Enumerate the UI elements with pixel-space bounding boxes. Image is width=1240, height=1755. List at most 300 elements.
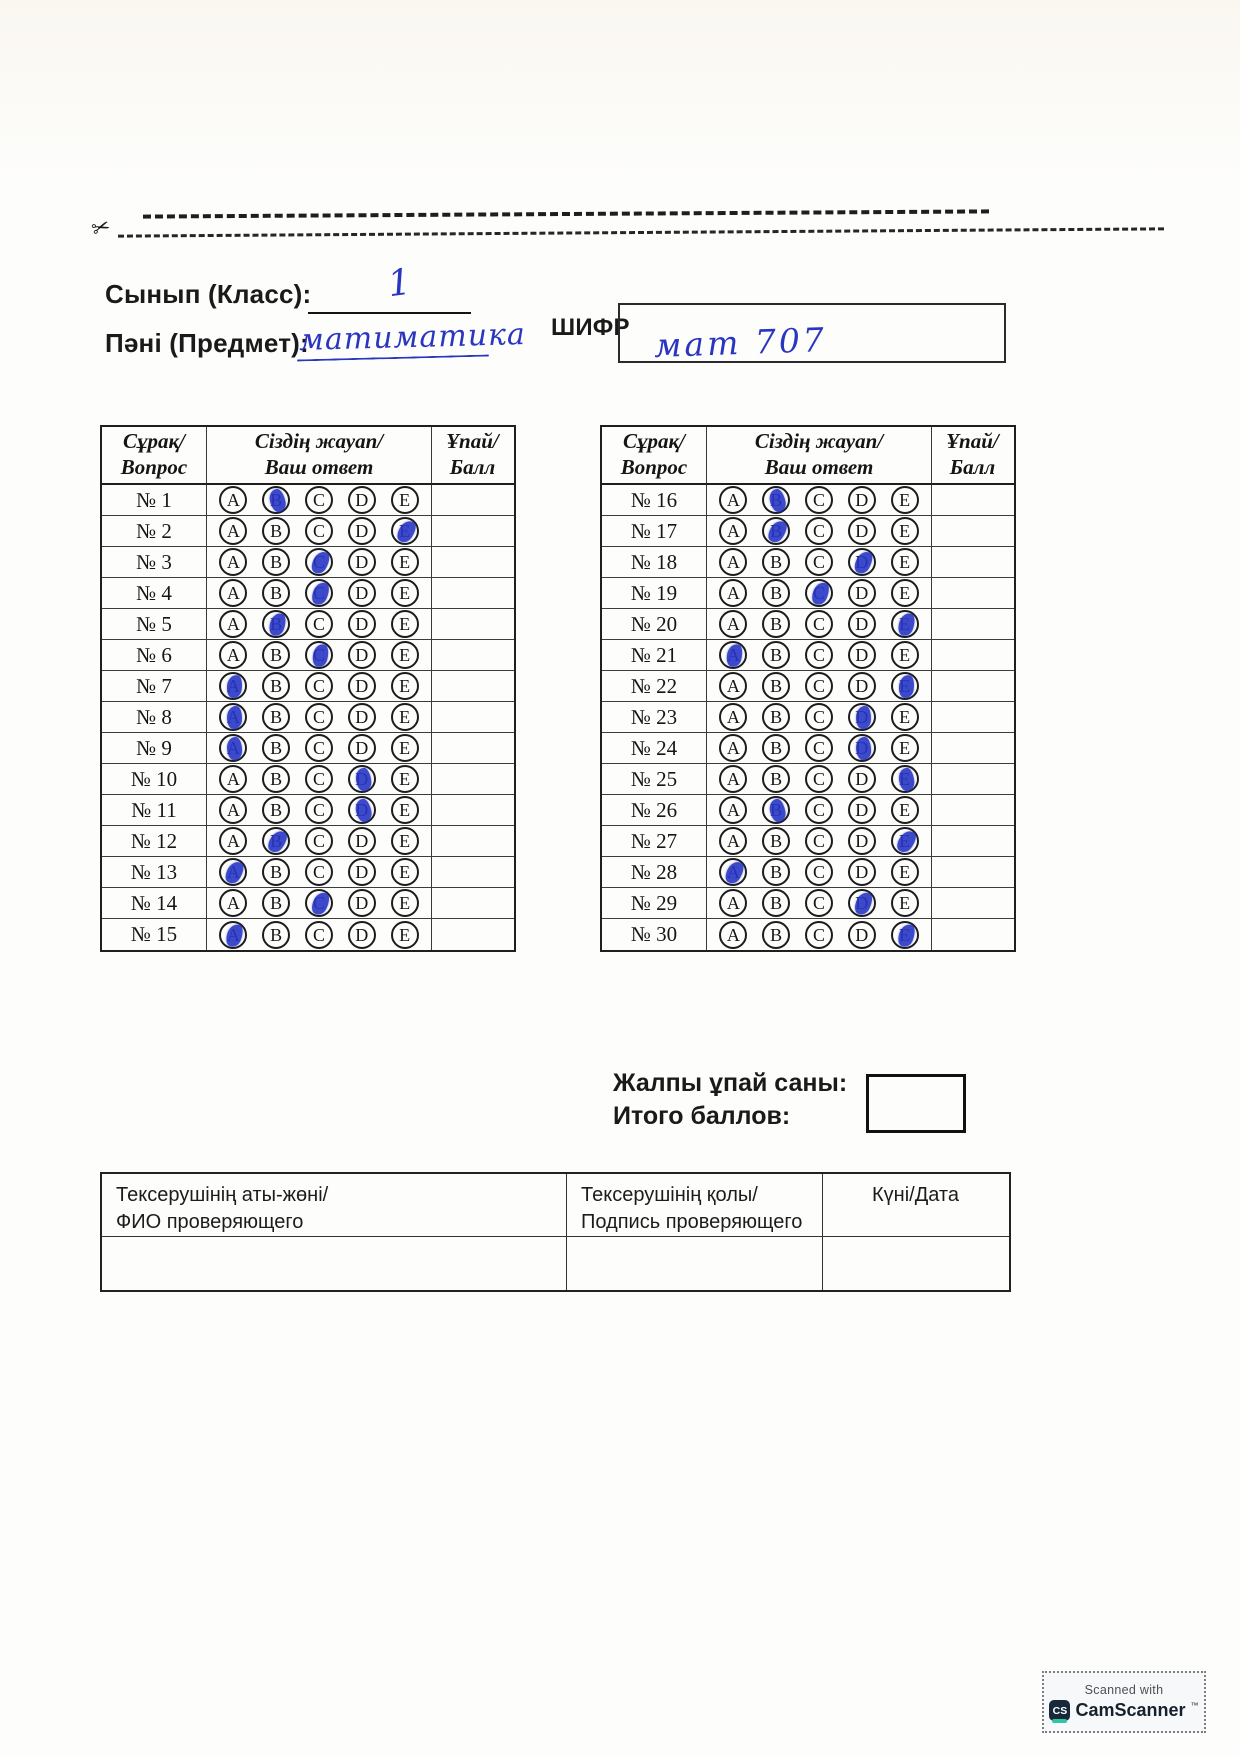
pen-mark (265, 828, 290, 855)
answer-header-line1: Сіздің жауап/ (254, 429, 384, 454)
option-bubble-d (348, 517, 376, 545)
option-letter: A (726, 738, 740, 758)
answer-row (102, 485, 514, 516)
option-letter: E (899, 862, 911, 882)
option-bubble-a (719, 921, 747, 949)
option-bubble-c (805, 486, 833, 514)
option-letter: B (270, 707, 283, 727)
option-bubble-d (848, 641, 876, 669)
option-letter: D (355, 707, 369, 727)
option-letter: E (899, 707, 911, 727)
option-bubble-b (762, 858, 790, 886)
option-bubble-c (805, 641, 833, 669)
option-letter: B (770, 893, 783, 913)
question-header-line1: Сұрақ/ (623, 429, 685, 454)
option-bubble-e (891, 641, 919, 669)
score-header-line2: Балл (949, 455, 996, 479)
option-bubble-c (305, 921, 333, 949)
option-letter: E (399, 769, 411, 789)
camscanner-brand-row (1049, 1700, 1198, 1721)
option-bubble-b (762, 672, 790, 700)
score-cell (432, 671, 513, 701)
question-number: № 7 (102, 671, 207, 701)
option-bubble-b (762, 610, 790, 638)
score-cell (432, 547, 513, 577)
option-letter: A (726, 831, 740, 851)
question-header-line2: Вопрос (620, 455, 688, 479)
question-number: № 6 (102, 640, 207, 670)
question-number: № 4 (102, 578, 207, 608)
answer-table-1 (100, 425, 516, 952)
option-letter: C (812, 862, 825, 882)
question-number: № 17 (602, 516, 707, 546)
option-bubble-b (762, 889, 790, 917)
option-letter: B (270, 769, 283, 789)
option-bubble-e (391, 610, 419, 638)
answer-row (602, 795, 1014, 826)
scanned-with-text: Scanned with (1084, 1683, 1164, 1697)
answer-row (102, 733, 514, 764)
answer-table-header (102, 427, 514, 485)
option-bubble-d (848, 610, 876, 638)
option-bubble-e (891, 827, 919, 855)
answer-options (707, 578, 932, 608)
option-letter: A (726, 769, 740, 789)
option-bubble-c (805, 517, 833, 545)
question-number: № 5 (102, 609, 207, 639)
camscanner-brand-text: CamScanner (1075, 1700, 1186, 1720)
option-bubble-d (348, 548, 376, 576)
option-bubble-a (719, 641, 747, 669)
camscanner-watermark (1042, 1671, 1206, 1733)
option-bubble-d (848, 765, 876, 793)
option-letter: E (399, 490, 411, 510)
option-bubble-c (305, 548, 333, 576)
score-cell (432, 485, 513, 515)
option-bubble-e (391, 486, 419, 514)
option-bubble-e (891, 672, 919, 700)
option-letter: E (399, 583, 411, 603)
answer-options (207, 826, 432, 856)
option-bubble-e (391, 921, 419, 949)
option-letter: C (312, 676, 325, 696)
camscanner-icon-teal-bar (1052, 1719, 1067, 1723)
option-letter: B (270, 738, 283, 758)
score-cell (932, 826, 1013, 856)
answer-options (707, 733, 932, 763)
option-letter: E (899, 583, 911, 603)
answer-row (102, 578, 514, 609)
option-bubble-a (219, 921, 247, 949)
option-letter: D (355, 676, 369, 696)
option-bubble-d (348, 610, 376, 638)
option-letter: B (770, 645, 783, 665)
option-bubble-c (305, 765, 333, 793)
option-letter: C (812, 676, 825, 696)
question-number: № 27 (602, 826, 707, 856)
option-letter: B (770, 614, 783, 634)
answer-options (207, 764, 432, 794)
option-bubble-e (391, 734, 419, 762)
examiner-name-line2: ФИО проверяющего (116, 1211, 304, 1233)
score-cell (932, 919, 1013, 950)
option-letter: A (226, 769, 240, 789)
option-bubble-e (391, 858, 419, 886)
option-bubble-b (762, 486, 790, 514)
option-letter: E (399, 862, 411, 882)
option-letter: E (899, 645, 911, 665)
option-letter: A (726, 893, 740, 913)
answer-options (207, 609, 432, 639)
option-letter: C (812, 831, 825, 851)
option-bubble-e (391, 672, 419, 700)
answer-options (707, 764, 932, 794)
question-number: № 15 (102, 919, 207, 950)
answer-row (602, 671, 1014, 702)
option-bubble-d (348, 641, 376, 669)
score-cell (932, 888, 1013, 918)
option-letter: B (770, 738, 783, 758)
option-bubble-a (219, 579, 247, 607)
option-letter: D (855, 862, 869, 882)
option-bubble-e (891, 734, 919, 762)
option-bubble-b (262, 579, 290, 607)
option-letter: A (726, 490, 740, 510)
option-bubble-d (848, 517, 876, 545)
option-bubble-b (762, 548, 790, 576)
option-bubble-b (262, 765, 290, 793)
option-bubble-a (719, 765, 747, 793)
option-letter: E (399, 924, 411, 945)
answer-options (707, 888, 932, 918)
option-bubble-a (219, 858, 247, 886)
option-letter: E (399, 645, 411, 665)
answer-row (102, 516, 514, 547)
option-bubble-c (305, 610, 333, 638)
option-bubble-d (348, 703, 376, 731)
option-letter: D (355, 490, 369, 510)
question-number: № 20 (602, 609, 707, 639)
score-cell (932, 795, 1013, 825)
option-letter: D (855, 676, 869, 696)
option-letter: D (355, 521, 369, 541)
option-bubble-a (719, 858, 747, 886)
score-cell (932, 733, 1013, 763)
option-bubble-e (891, 858, 919, 886)
answer-options (207, 702, 432, 732)
answer-options (707, 547, 932, 577)
option-letter: B (770, 676, 783, 696)
answer-row (102, 671, 514, 702)
score-header-line1: Ұпай/ (946, 429, 999, 454)
answer-row (102, 609, 514, 640)
option-letter: D (855, 831, 869, 851)
option-bubble-e (891, 703, 919, 731)
option-bubble-c (305, 517, 333, 545)
total-score-box (866, 1074, 966, 1133)
question-header-line1: Сұрақ/ (123, 429, 185, 454)
option-letter: A (226, 521, 240, 541)
option-bubble-c (805, 889, 833, 917)
option-bubble-e (891, 610, 919, 638)
question-number: № 26 (602, 795, 707, 825)
option-bubble-a (719, 703, 747, 731)
answer-table-2 (600, 425, 1016, 952)
option-bubble-c (805, 796, 833, 824)
option-letter: B (270, 800, 283, 820)
option-letter: D (355, 738, 369, 758)
question-number: № 8 (102, 702, 207, 732)
option-bubble-a (219, 672, 247, 700)
question-number: № 9 (102, 733, 207, 763)
answer-rows (602, 485, 1014, 950)
answer-row (102, 888, 514, 919)
answer-options (207, 795, 432, 825)
answer-options (207, 733, 432, 763)
score-cell (432, 764, 513, 794)
answer-row (102, 764, 514, 795)
option-bubble-d (848, 548, 876, 576)
option-letter: C (812, 645, 825, 665)
option-bubble-e (391, 703, 419, 731)
option-letter: E (899, 490, 911, 510)
option-bubble-c (305, 734, 333, 762)
option-bubble-a (719, 548, 747, 576)
answer-row (102, 702, 514, 733)
answer-header-line1: Сіздің жауап/ (754, 429, 884, 454)
option-bubble-b (762, 734, 790, 762)
answer-row (102, 919, 514, 950)
score-header-line1: Ұпай/ (446, 429, 499, 454)
option-letter: E (399, 831, 411, 851)
answer-options (707, 702, 932, 732)
examiner-table (100, 1172, 1011, 1292)
option-bubble-d (848, 672, 876, 700)
score-cell (932, 578, 1013, 608)
option-bubble-e (391, 641, 419, 669)
option-bubble-d (848, 796, 876, 824)
question-number: № 13 (102, 857, 207, 887)
answer-options (707, 516, 932, 546)
option-letter: E (899, 552, 911, 572)
option-letter: C (812, 707, 825, 727)
class-handwritten-value: 1 (385, 261, 414, 306)
option-bubble-a (219, 486, 247, 514)
option-bubble-b (762, 796, 790, 824)
pen-mark (855, 706, 871, 730)
option-bubble-d (848, 486, 876, 514)
score-cell (932, 516, 1013, 546)
question-number: № 11 (102, 795, 207, 825)
option-letter: B (270, 676, 283, 696)
option-letter: D (355, 583, 369, 603)
option-letter: B (270, 521, 283, 541)
option-bubble-a (219, 734, 247, 762)
answer-options (207, 888, 432, 918)
subject-handwritten-value: матиматика (298, 317, 527, 358)
option-bubble-b (262, 486, 290, 514)
option-bubble-c (305, 672, 333, 700)
examiner-signature-line2: Подпись проверяющего (581, 1211, 803, 1233)
option-bubble-d (348, 827, 376, 855)
option-letter: C (312, 800, 325, 820)
option-bubble-c (305, 889, 333, 917)
answer-options (207, 578, 432, 608)
option-bubble-e (391, 765, 419, 793)
option-bubble-a (719, 734, 747, 762)
answer-row (602, 516, 1014, 547)
option-bubble-d (848, 579, 876, 607)
option-bubble-e (891, 517, 919, 545)
option-letter: D (355, 645, 369, 665)
date-header: Күні/Дата (872, 1184, 959, 1206)
option-bubble-d (848, 858, 876, 886)
option-bubble-e (891, 889, 919, 917)
answer-row (602, 733, 1014, 764)
option-bubble-a (219, 610, 247, 638)
answer-options (207, 485, 432, 515)
option-bubble-d (348, 672, 376, 700)
score-header-line2: Балл (449, 455, 496, 479)
option-letter: D (855, 769, 869, 789)
answer-header-line2: Ваш ответ (264, 455, 374, 479)
option-letter: D (355, 893, 369, 913)
option-letter: C (812, 521, 825, 541)
option-bubble-a (219, 796, 247, 824)
option-letter: E (399, 552, 411, 572)
option-letter: B (770, 769, 783, 789)
option-bubble-c (805, 579, 833, 607)
option-bubble-c (305, 796, 333, 824)
answer-options (707, 919, 932, 950)
option-bubble-a (219, 827, 247, 855)
question-number: № 23 (602, 702, 707, 732)
question-number: № 28 (602, 857, 707, 887)
option-bubble-c (805, 548, 833, 576)
answer-row (602, 888, 1014, 919)
answer-row (602, 857, 1014, 888)
option-bubble-c (305, 486, 333, 514)
option-bubble-a (719, 610, 747, 638)
option-bubble-b (762, 765, 790, 793)
examiner-name-header (102, 1174, 567, 1244)
question-number: № 24 (602, 733, 707, 763)
score-cell (932, 671, 1013, 701)
option-bubble-a (219, 703, 247, 731)
option-bubble-b (262, 734, 290, 762)
option-letter: A (726, 676, 740, 696)
option-letter: A (226, 614, 240, 634)
option-letter: E (399, 707, 411, 727)
option-letter: B (270, 893, 283, 913)
paper-top-edge (0, 0, 1240, 212)
question-number: № 22 (602, 671, 707, 701)
option-letter: E (399, 614, 411, 634)
option-bubble-a (219, 641, 247, 669)
question-number: № 1 (102, 485, 207, 515)
option-letter: B (770, 862, 783, 882)
answer-options (207, 919, 432, 950)
option-letter: E (399, 676, 411, 696)
total-score-label-ru: Итого баллов: (613, 1102, 791, 1130)
option-bubble-b (262, 889, 290, 917)
option-letter: C (312, 490, 325, 510)
option-letter: E (899, 521, 911, 541)
option-letter: D (855, 924, 869, 945)
option-bubble-b (262, 858, 290, 886)
answer-options (707, 826, 932, 856)
answer-column-header (207, 427, 432, 483)
option-bubble-b (262, 672, 290, 700)
question-number: № 19 (602, 578, 707, 608)
answer-row (602, 919, 1014, 950)
option-bubble-a (719, 486, 747, 514)
option-letter: D (355, 862, 369, 882)
option-letter: D (855, 614, 869, 634)
option-letter: E (399, 800, 411, 820)
option-bubble-b (762, 579, 790, 607)
option-letter: C (312, 862, 325, 882)
option-bubble-d (348, 486, 376, 514)
option-bubble-a (219, 889, 247, 917)
option-letter: B (770, 831, 783, 851)
score-cell (432, 640, 513, 670)
score-cell (432, 795, 513, 825)
answer-row (602, 547, 1014, 578)
option-letter: D (855, 583, 869, 603)
question-header-line2: Вопрос (120, 455, 188, 479)
option-letter: C (812, 614, 825, 634)
examiner-name-cell (102, 1237, 567, 1290)
answer-rows (102, 485, 514, 950)
question-number: № 3 (102, 547, 207, 577)
option-bubble-b (262, 548, 290, 576)
option-bubble-c (305, 858, 333, 886)
score-cell (432, 857, 513, 887)
question-number: № 14 (102, 888, 207, 918)
option-letter: B (770, 924, 783, 945)
option-letter: E (899, 800, 911, 820)
pen-mark (394, 518, 419, 545)
score-cell (932, 609, 1013, 639)
option-letter: B (770, 707, 783, 727)
option-bubble-c (805, 734, 833, 762)
option-letter: A (726, 583, 740, 603)
answer-options (707, 640, 932, 670)
answer-row (102, 795, 514, 826)
option-letter: A (726, 521, 740, 541)
answer-row (102, 640, 514, 671)
option-letter: B (770, 552, 783, 572)
question-number: № 30 (602, 919, 707, 950)
option-letter: C (812, 490, 825, 510)
pen-mark (765, 518, 790, 545)
option-bubble-d (348, 734, 376, 762)
answer-row (102, 857, 514, 888)
option-bubble-b (762, 921, 790, 949)
option-letter: A (226, 490, 240, 510)
option-bubble-d (348, 921, 376, 949)
answer-row (102, 826, 514, 857)
option-bubble-e (891, 579, 919, 607)
option-bubble-a (719, 672, 747, 700)
option-letter: D (355, 552, 369, 572)
question-number: № 25 (602, 764, 707, 794)
option-bubble-a (219, 765, 247, 793)
question-number: № 16 (602, 485, 707, 515)
option-bubble-b (262, 827, 290, 855)
score-cell (932, 547, 1013, 577)
